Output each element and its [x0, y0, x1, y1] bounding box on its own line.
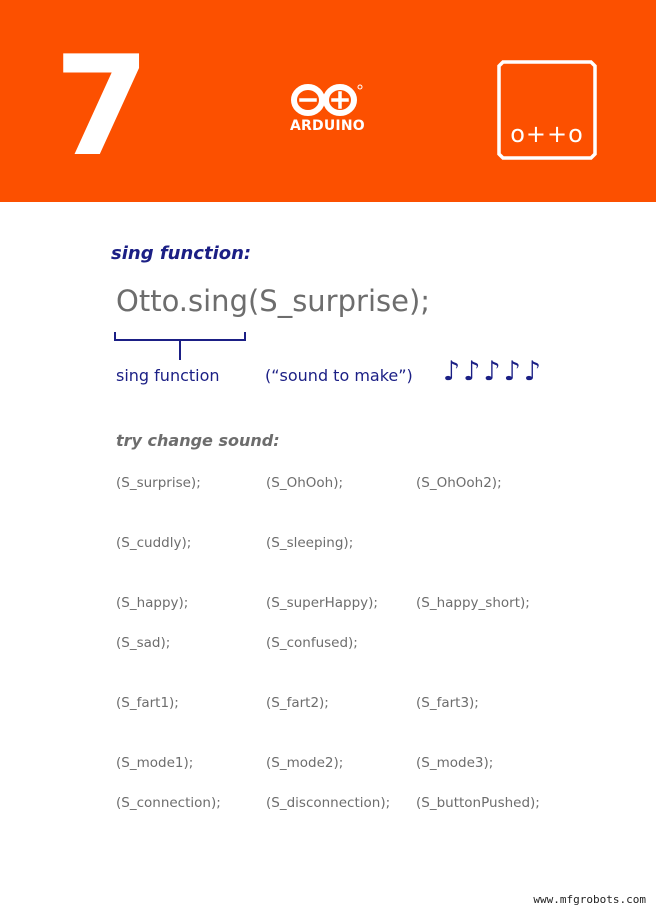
sound-item: (S_superHappy);	[266, 595, 378, 611]
sound-item: (S_connection);	[116, 795, 221, 811]
argument-label: (“sound to make”)	[265, 366, 413, 385]
music-notes-icon: ♪♪♪♪♪	[443, 356, 545, 387]
sound-item: (S_mode2);	[266, 755, 344, 771]
sound-item: (S_sad);	[116, 635, 171, 651]
sound-item: (S_disconnection);	[266, 795, 391, 811]
sound-item: (S_mode3);	[416, 755, 494, 771]
sound-item: (S_happy);	[116, 595, 189, 611]
section-title: sing function:	[111, 243, 252, 264]
sound-item: (S_OhOoh);	[266, 475, 344, 491]
sound-item: (S_mode1);	[116, 755, 194, 771]
sound-item: (S_confused);	[266, 635, 358, 651]
arduino-logo-text: ARDUINO	[290, 118, 365, 134]
otto-logo-text: o++o	[510, 120, 584, 148]
sound-item: (S_sleeping);	[266, 535, 354, 551]
sound-item: (S_fart3);	[416, 695, 479, 711]
sound-item: (S_happy_short);	[416, 595, 530, 611]
step-number: 7	[54, 26, 151, 187]
sound-item: (S_surprise);	[116, 475, 201, 491]
sound-item: (S_buttonPushed);	[416, 795, 540, 811]
sound-item: (S_OhOoh2);	[416, 475, 502, 491]
function-bracket	[114, 332, 248, 362]
sound-item: (S_fart2);	[266, 695, 329, 711]
try-change-title: try change sound:	[116, 431, 280, 450]
sound-item: (S_cuddly);	[116, 535, 192, 551]
function-label: sing function	[116, 366, 220, 385]
watermark: www.mfgrobots.com	[533, 893, 646, 906]
code-example: Otto.sing(S_surprise);	[116, 284, 431, 318]
sound-item: (S_fart1);	[116, 695, 179, 711]
